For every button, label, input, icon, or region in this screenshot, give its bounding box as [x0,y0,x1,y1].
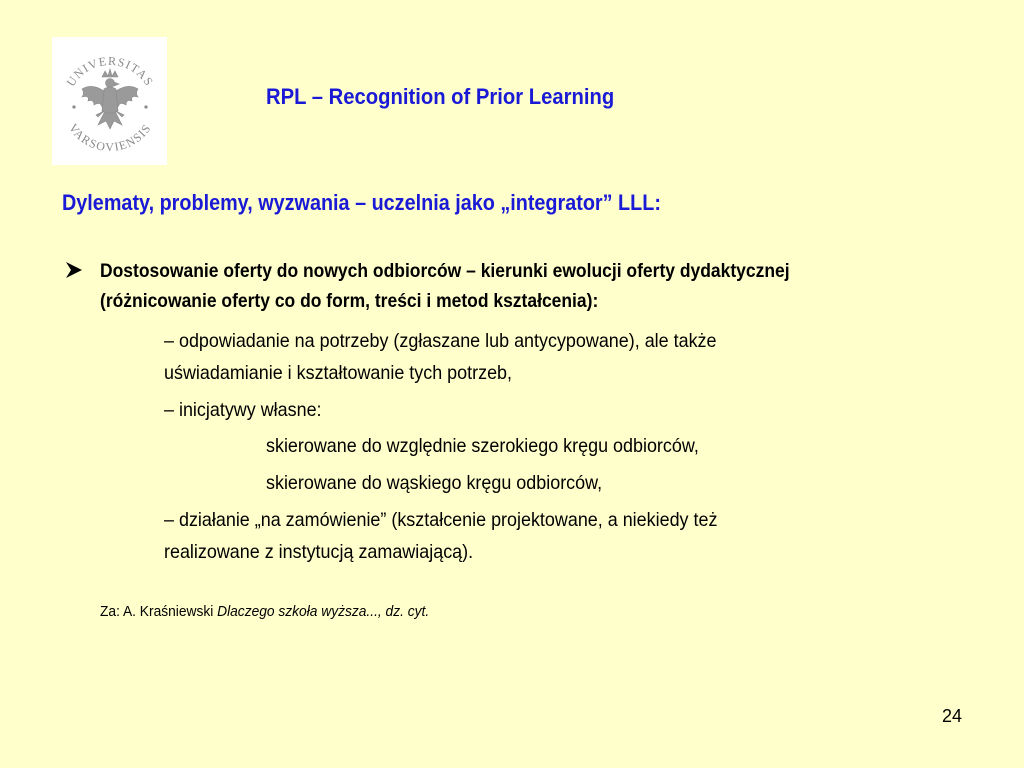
page-number: 24 [941,706,962,726]
list-item: uświadamianie i kształtowanie tych potrzeb, [164,362,513,384]
logo-text-bottom: VARSOVIENSIS [66,121,154,155]
bullet-line-2: (różnicowanie oferty co do form, treści i metod kształcenia): [100,291,599,312]
list-item: – inicjatywy własne: [164,399,322,421]
logo-text-top: UNIVERSITAS [63,53,157,89]
bullet-text [100,257,946,317]
source-prefix: Za: A. Kraśniewski [100,604,218,620]
slide-title: RPL – Recognition of Prior Learning [266,84,615,109]
eagle-emblem-icon [52,37,167,165]
arrow-bullet-icon [62,258,86,282]
sub-list-item: skierowane do wąskiego kręgu odbiorców, [266,472,603,494]
source-work-title: Dlaczego szkoła wyższa..., dz. cyt. [217,604,430,620]
source-citation [100,604,429,620]
sub-list-item: skierowane do względnie szerokiego kręgu odbiorców, [266,435,699,457]
list-item: – odpowiadanie na potrzeby (zgłaszane lub antycypowane), ale także [164,330,717,352]
slide-subtitle: Dylematy, problemy, wyzwania – uczelnia jako „integrator” LLL: [62,190,661,215]
list-item: – działanie „na zamówienie” (kształcenie projektowane, a niekiedy też [164,509,718,531]
bullet-line-1: Dostosowanie oferty do nowych odbiorców – kierunki ewolucji oferty dydaktycznej [100,261,790,282]
list-item: realizowane z instytucją zamawiającą). [164,541,474,563]
university-logo [52,37,167,165]
